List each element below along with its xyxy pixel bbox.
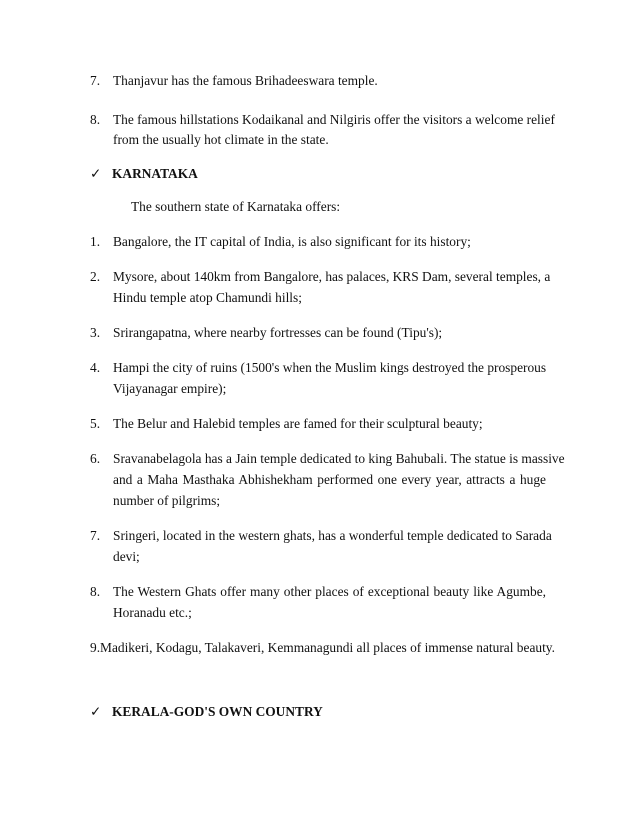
item-text-line: Mysore, about 140km from Bangalore, has palaces, KRS Dam, several temples, a bbox=[113, 269, 551, 284]
item-text-line: and a Maha Masthaka Abhishekham performed one every year, attracts a huge bbox=[113, 472, 546, 487]
item-number: 8. bbox=[90, 112, 101, 127]
item-text-line: Sringeri, located in the western ghats, has a wonderful temple dedicated to Sarada bbox=[113, 528, 552, 543]
heading-text: KERALA-GOD'S OWN COUNTRY bbox=[112, 704, 323, 719]
item-number: 2. bbox=[90, 269, 101, 284]
item-text: The Belur and Halebid temples are famed for their sculptural beauty; bbox=[113, 416, 483, 431]
heading-text: KARNATAKA bbox=[112, 166, 198, 181]
item-text-line: Hindu temple atop Chamundi hills; bbox=[113, 290, 302, 305]
item-number: 3. bbox=[90, 325, 101, 340]
item-text: Thanjavur has the famous Brihadeeswara temple. bbox=[113, 73, 378, 88]
section-intro: The southern state of Karnataka offers: bbox=[131, 199, 341, 214]
item-text-line: Hampi the city of ruins (1500's when the Muslim kings destroyed the prosperous bbox=[113, 360, 547, 375]
item-number: 4. bbox=[90, 360, 101, 375]
item-text-line: devi; bbox=[113, 549, 140, 564]
item-text-line: from the usually hot climate in the state. bbox=[113, 132, 329, 147]
section-heading-kerala bbox=[90, 704, 323, 720]
item-text: Srirangapatna, where nearby fortresses can be found (Tipu's); bbox=[113, 325, 443, 340]
item-number: 5. bbox=[90, 416, 101, 431]
item-text-line: Vijayanagar empire); bbox=[113, 381, 227, 396]
item-number: 6. bbox=[90, 451, 101, 466]
item-text-line: Sravanabelagola has a Jain temple dedicated to king Bahubali. The statue is massive bbox=[113, 451, 565, 466]
checkmark-icon: ✓ bbox=[90, 166, 102, 181]
item-text-line: number of pilgrims; bbox=[113, 493, 221, 508]
item-number: 8. bbox=[90, 584, 101, 599]
item-text: Bangalore, the IT capital of India, is also significant for its history; bbox=[113, 234, 471, 249]
list-item-9: 9.Madikeri, Kodagu, Talakaveri, Kemmanagundi all places of immense natural beauty. bbox=[90, 640, 555, 655]
item-number: 7. bbox=[90, 528, 101, 543]
item-text-line: The Western Ghats offer many other places of exceptional beauty like Agumbe, bbox=[113, 584, 546, 599]
section-heading-karnataka bbox=[90, 166, 198, 182]
item-text-line: The famous hillstations Kodaikanal and Nilgiris offer the visitors a welcome relief bbox=[113, 112, 555, 127]
checkmark-icon: ✓ bbox=[90, 704, 102, 719]
item-text-line: Horanadu etc.; bbox=[113, 605, 192, 620]
item-number: 1. bbox=[90, 234, 101, 249]
item-number: 7. bbox=[90, 73, 101, 88]
